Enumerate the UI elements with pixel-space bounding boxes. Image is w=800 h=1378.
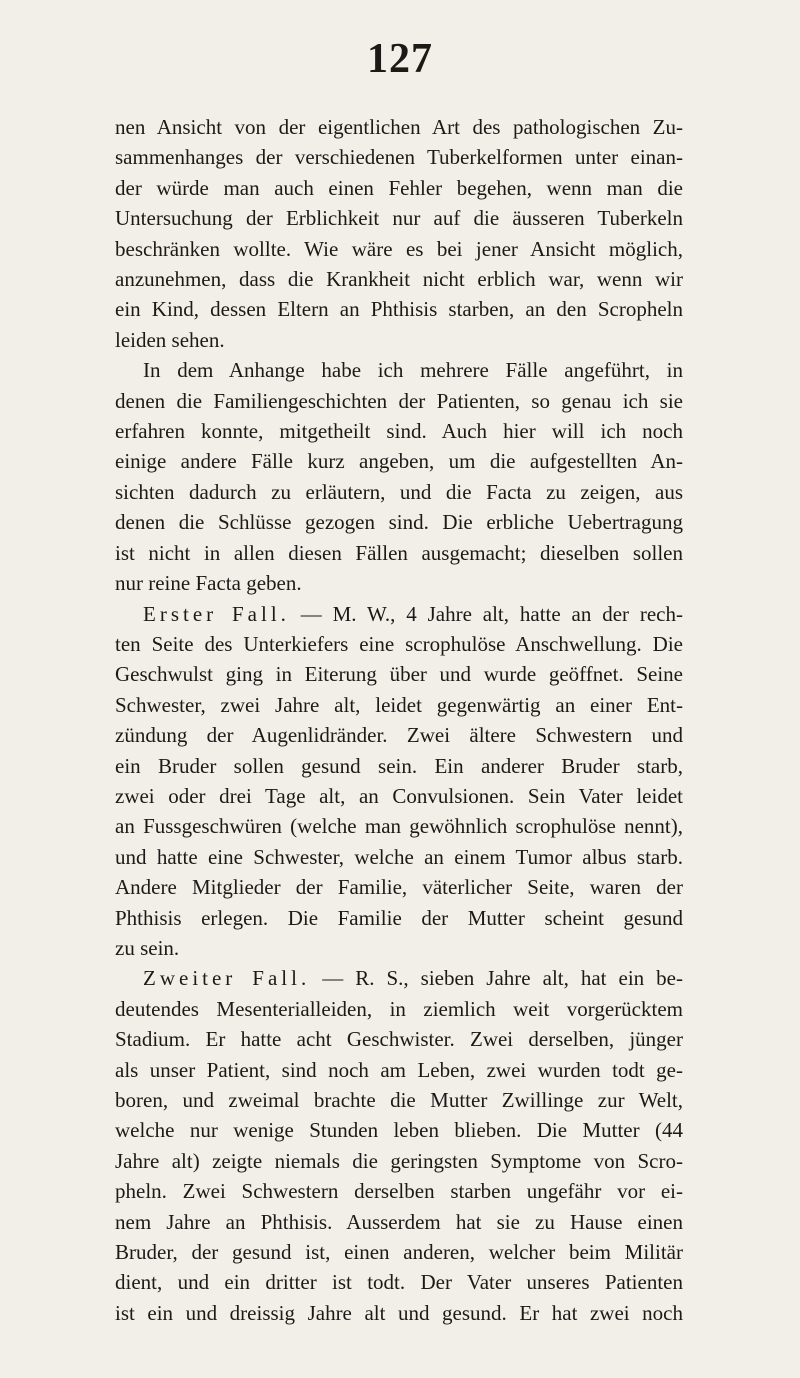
text-line: erfahren konnte, mitgetheilt sind. Auch hier will ich noch	[115, 419, 683, 444]
text-line: ein Kind, dessen Eltern an Phthisis starben, an den Scropheln	[115, 297, 683, 322]
text-line: ist nicht in allen diesen Fällen ausgemacht; dieselben sollen	[115, 540, 683, 565]
text-line: sichten dadurch zu erläutern, und die Facta zu zeigen, aus	[115, 479, 683, 504]
page-number: 127	[367, 36, 433, 82]
case-heading: Erster Fall.	[143, 601, 290, 626]
body-text	[115, 112, 683, 1328]
text-line: boren, und zweimal brachte die Mutter Zwillinge zur Welt,	[115, 1088, 683, 1112]
text-line: Phthisis erlegen. Die Familie der Mutter scheint gesund	[115, 905, 683, 930]
text-line: nen Ansicht von der eigentlichen Art des pathologischen Zu-	[115, 115, 683, 139]
text-line: Geschwulst ging in Eiterung über und wurde geöffnet. Seine	[115, 662, 683, 687]
text-line: Andere Mitglieder der Familie, väterlicher Seite, waren der	[115, 875, 683, 900]
text-line: Bruder, der gesund ist, einen anderen, welcher beim Militär	[115, 1240, 683, 1265]
text-line: Stadium. Er hatte acht Geschwister. Zwei derselben, jünger	[115, 1027, 683, 1052]
text-line: pheln. Zwei Schwestern derselben starben ungefähr vor ei-	[115, 1179, 683, 1204]
text-line: zu sein.	[115, 935, 180, 960]
text-line: und hatte eine Schwester, welche an einem Tumor albus starb.	[115, 844, 683, 869]
text-line: dient, und ein dritter ist todt. Der Vater unseres Patienten	[115, 1270, 683, 1295]
text-line: Schwester, zwei Jahre alt, leidet gegenwärtig an einer Ent-	[115, 692, 683, 717]
text-line: anzunehmen, dass die Krankheit nicht erblich war, wenn wir	[115, 267, 683, 292]
text-line: einige andere Fälle kurz angeben, um die aufgestellten An-	[115, 449, 683, 474]
text-line: sammenhanges der verschiedenen Tuberkelformen unter einan-	[115, 145, 683, 170]
text-line: denen die Schlüsse gezogen sind. Die erbliche Uebertragung	[115, 510, 683, 535]
case-heading: Zweiter Fall.	[143, 966, 311, 991]
text-line: Zweiter Fall. — R. S., sieben Jahre alt, hat ein be-	[143, 966, 683, 991]
text-line: ten Seite des Unterkiefers eine scrophulöse Anschwellung. Die	[115, 631, 683, 656]
text-line: nem Jahre an Phthisis. Ausserdem hat sie zu Hause einen	[115, 1209, 683, 1234]
text-line: Jahre alt) zeigte niemals die geringsten Symptome von Scro-	[115, 1148, 683, 1173]
text-line: der würde man auch einen Fehler begehen, wenn man die	[115, 175, 683, 200]
text-line: zündung der Augenlidränder. Zwei ältere Schwestern und	[115, 723, 683, 748]
text-line: zwei oder drei Tage alt, an Convulsionen. Sein Vater leidet	[115, 783, 683, 808]
text-line: deutendes Mesenterialleiden, in ziemlich weit vorgerücktem	[115, 996, 683, 1021]
text-line: ein Bruder sollen gesund sein. Ein anderer Bruder starb,	[115, 753, 683, 778]
text-line: welche nur wenige Stunden leben blieben. Die Mutter (44	[115, 1118, 683, 1143]
text-line: beschränken wollte. Wie wäre es bei jener Ansicht möglich,	[115, 236, 683, 261]
text-line: an Fussgeschwüren (welche man gewöhnlich scrophulöse nennt),	[115, 814, 683, 839]
text-line: leiden sehen.	[115, 327, 225, 352]
text-line: nur reine Facta geben.	[115, 571, 302, 596]
text-line: als unser Patient, sind noch am Leben, zwei wurden todt ge-	[115, 1057, 683, 1082]
text-line: In dem Anhange habe ich mehrere Fälle angeführt, in	[143, 358, 683, 383]
text-line: Erster Fall. — M. W., 4 Jahre alt, hatte an der rech-	[143, 601, 684, 626]
text-line: Untersuchung der Erblichkeit nur auf die äusseren Tuberkeln	[115, 206, 683, 231]
text-line: denen die Familiengeschichten der Patienten, so genau ich sie	[115, 388, 683, 413]
text-line: ist ein und dreissig Jahre alt und gesund. Er hat zwei noch	[115, 1300, 683, 1325]
